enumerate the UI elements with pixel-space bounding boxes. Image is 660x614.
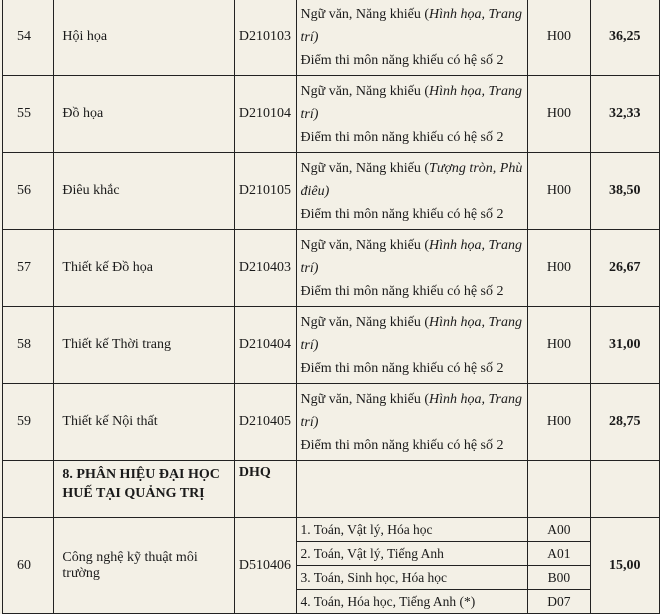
- row-number: 59: [3, 384, 54, 461]
- subject-combination: Ngữ văn, Năng khiếu (Hình họa, Trang trí) Điểm thi môn năng khiếu có hệ số 2: [296, 230, 528, 307]
- subject-combination: Ngữ văn, Năng khiếu (Hình họa, Trang trí) Điểm thi môn năng khiếu có hệ số 2: [296, 0, 528, 76]
- table-row: [3, 518, 660, 542]
- table-row: [3, 230, 660, 307]
- subject-combination-option: 4. Toán, Hóa học, Tiếng Anh (*): [296, 590, 528, 614]
- row-number: 54: [3, 0, 54, 76]
- admission-score: 26,67: [590, 230, 659, 307]
- row-number: 60: [3, 518, 54, 614]
- exam-block: H00: [528, 76, 590, 153]
- exam-block: H00: [528, 0, 590, 76]
- subject-combination: Ngữ văn, Năng khiếu (Hình họa, Trang trí) Điểm thi môn năng khiếu có hệ số 2: [296, 307, 528, 384]
- admission-score: 36,25: [590, 0, 659, 76]
- admission-score: 28,75: [590, 384, 659, 461]
- subject-combination-option: 1. Toán, Vật lý, Hóa học: [296, 518, 528, 542]
- table-row: [3, 76, 660, 153]
- admission-score: 31,00: [590, 307, 659, 384]
- major-code: D210104: [234, 76, 296, 153]
- coefficient-note: Điểm thi môn năng khiếu có hệ số 2: [300, 283, 504, 299]
- major-code: D210405: [234, 384, 296, 461]
- subject-combination: Ngữ văn, Năng khiếu (Tượng tròn, Phù điêu) Điểm thi môn năng khiếu có hệ số 2: [296, 153, 528, 230]
- coefficient-note: Điểm thi môn năng khiếu có hệ số 2: [300, 437, 504, 453]
- exam-block: H00: [528, 307, 590, 384]
- subject-combination: Ngữ văn, Năng khiếu (Hình họa, Trang trí) Điểm thi môn năng khiếu có hệ số 2: [296, 384, 528, 461]
- major-code: D210404: [234, 307, 296, 384]
- exam-block: H00: [528, 384, 590, 461]
- admission-score: 38,50: [590, 153, 659, 230]
- coefficient-note: Điểm thi môn năng khiếu có hệ số 2: [300, 52, 504, 68]
- coefficient-note: Điểm thi môn năng khiếu có hệ số 2: [300, 129, 504, 145]
- major-name: Điêu khắc: [54, 153, 234, 230]
- school-section-row: [3, 461, 660, 518]
- exam-block: B00: [528, 566, 590, 590]
- table-row: [3, 0, 660, 76]
- school-name: 8. PHÂN HIỆU ĐẠI HỌC HUẾ TẠI QUẢNG TRỊ: [54, 461, 234, 518]
- major-code: D210105: [234, 153, 296, 230]
- major-name: Đồ họa: [54, 76, 234, 153]
- exam-block: A00: [528, 518, 590, 542]
- major-name: Thiết kế Nội thất: [54, 384, 234, 461]
- admission-score-table: [2, 0, 660, 614]
- major-name: Hội họa: [54, 0, 234, 76]
- table-row: [3, 153, 660, 230]
- row-number: 55: [3, 76, 54, 153]
- admission-score: 15,00: [590, 518, 659, 614]
- table-row: [3, 307, 660, 384]
- table-row: [3, 384, 660, 461]
- subject-combination-option: 2. Toán, Vật lý, Tiếng Anh: [296, 542, 528, 566]
- major-name: Thiết kế Đồ họa: [54, 230, 234, 307]
- exam-block: H00: [528, 230, 590, 307]
- admission-score: 32,33: [590, 76, 659, 153]
- major-code: D210403: [234, 230, 296, 307]
- major-name: Công nghệ kỹ thuật môi trường: [54, 518, 234, 614]
- coefficient-note: Điểm thi môn năng khiếu có hệ số 2: [300, 360, 504, 376]
- row-number: 57: [3, 230, 54, 307]
- row-number: 58: [3, 307, 54, 384]
- row-number: 56: [3, 153, 54, 230]
- major-code: D210103: [234, 0, 296, 76]
- exam-block: A01: [528, 542, 590, 566]
- coefficient-note: Điểm thi môn năng khiếu có hệ số 2: [300, 206, 504, 222]
- major-name: Thiết kế Thời trang: [54, 307, 234, 384]
- subject-combination: Ngữ văn, Năng khiếu (Hình họa, Trang trí) Điểm thi môn năng khiếu có hệ số 2: [296, 76, 528, 153]
- exam-block: D07: [528, 590, 590, 614]
- major-code: D510406: [234, 518, 296, 614]
- school-code: DHQ: [234, 461, 296, 518]
- subject-combination-option: 3. Toán, Sinh học, Hóa học: [296, 566, 528, 590]
- exam-block: H00: [528, 153, 590, 230]
